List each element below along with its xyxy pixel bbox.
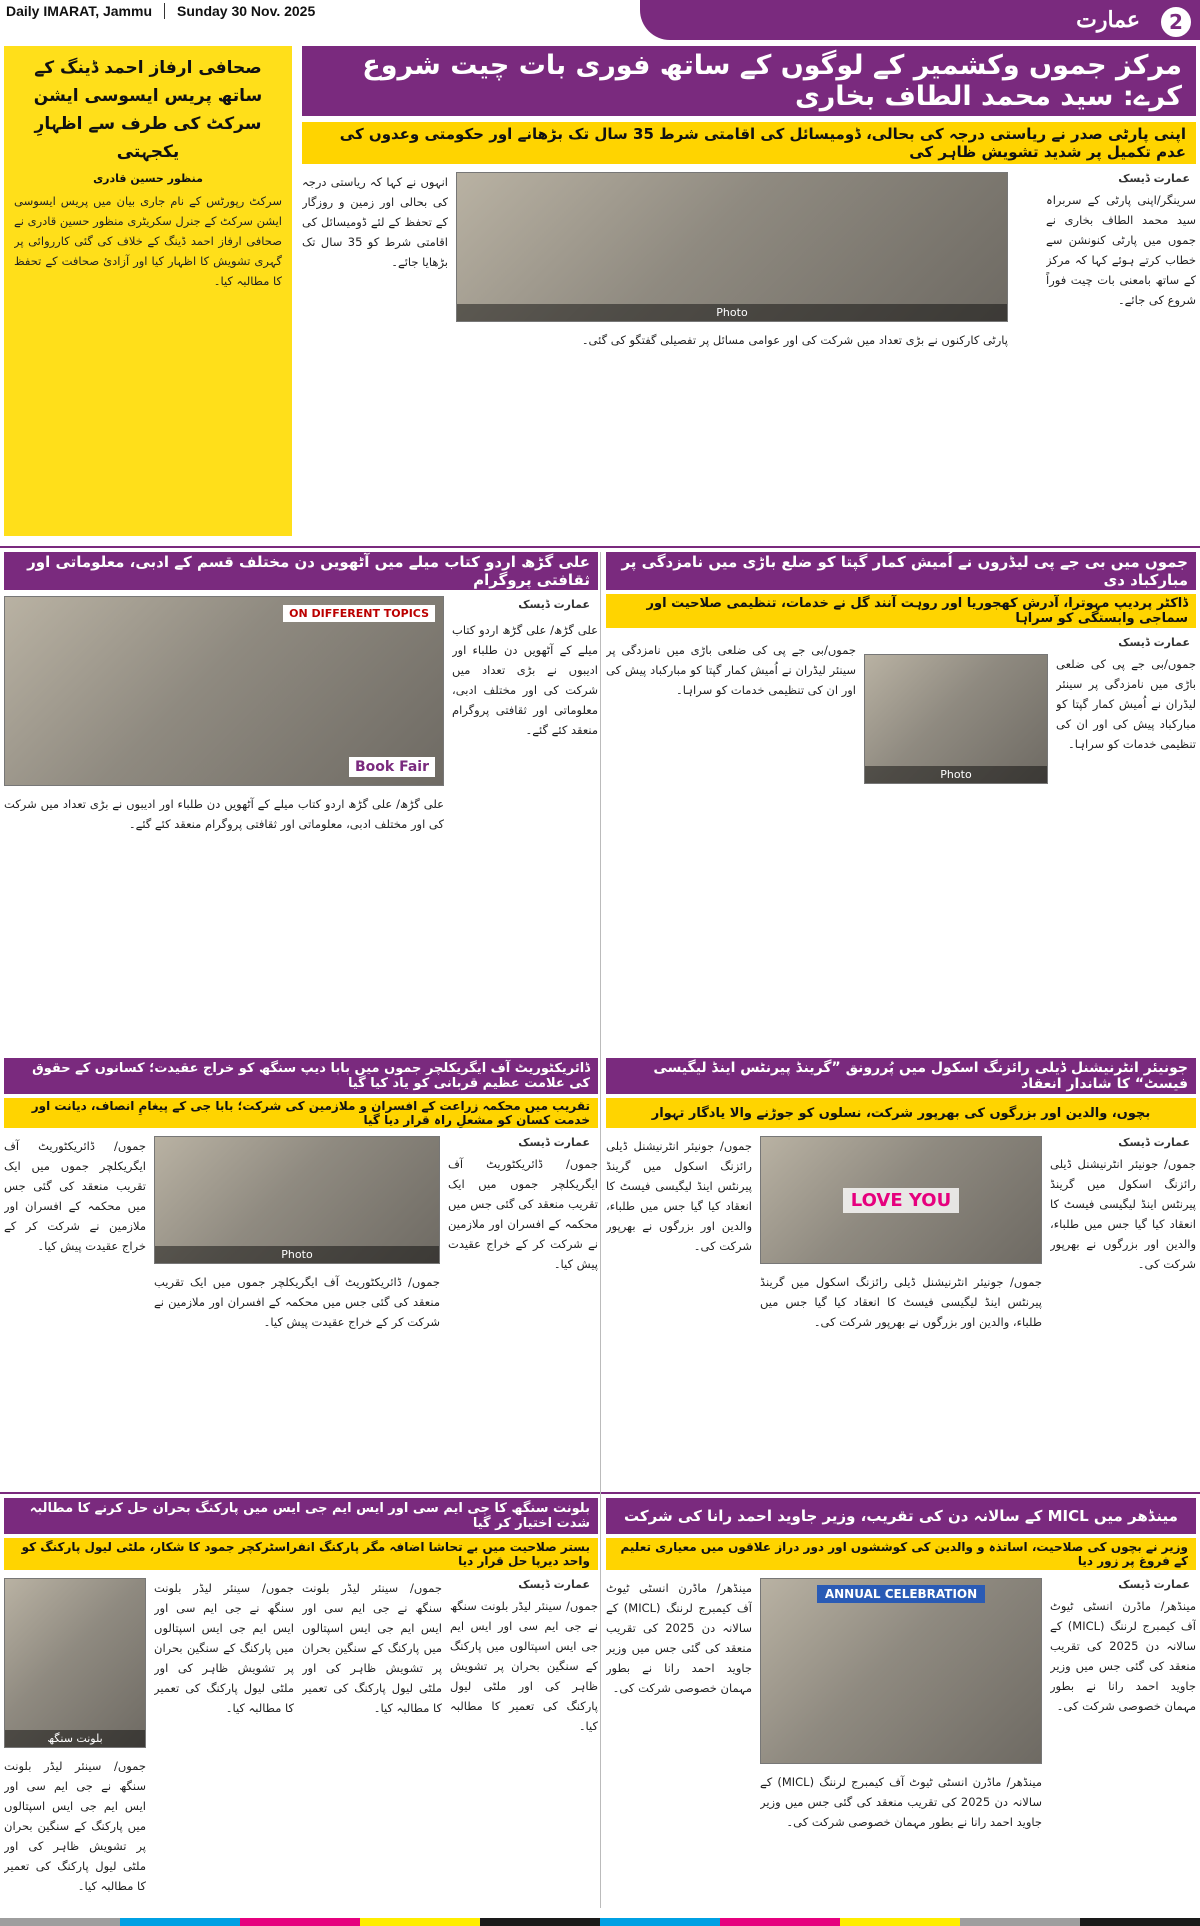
micl-subheadline: وزیر نے بچوں کی صلاحیت، اساتذہ و والدین کی کوششوں اور دور دراز علاقوں میں معیاری تعلیم کے فروغ پر زور دیا: [606, 1538, 1196, 1570]
paper-logo: عمارت: [1076, 7, 1140, 33]
bjp-body-col-2: جموں/بی جے پی کی ضلعی باڑی میں نامزدگی پر سینئر لیڈران نے اُمیش کمار گپتا کو مبارکباد پیش کی اور ان کی تنظیمی خدمات کو سراہا۔: [606, 643, 856, 697]
print-color-strip: [0, 1918, 1200, 1926]
color-strip-swatch: [1080, 1918, 1200, 1926]
color-strip-swatch: [0, 1918, 120, 1926]
agri-subheadline: تقریب میں محکمہ زراعت کے افسران و ملازمین کی شرکت؛ بابا جی کے پیغامِ انصاف، دیانت اور خدمت کسان کو مشعلِ راہ قرار دیا گیا: [4, 1098, 598, 1128]
bjp-subheadline: ڈاکٹر پردیپ مہوترا، آدرش کھجوریا اور روہت آنند گل نے خدمات، تنظیمی صلاحیت اور سماجی وابستگی کو سراہا: [606, 594, 1196, 628]
school-body-col-3: جموں/ جونیئر انٹرنیشنل ڈیلی رائزنگ اسکول میں گرینڈ پیرنٹس اینڈ لیگیسی فیسٹ کا انعقاد کیا گیا جس میں طلباء، والدین اور بزرگوں نے بھرپور شرکت کی۔: [760, 1275, 1042, 1329]
section-divider-1: [0, 546, 1200, 548]
parking-photo-caption: بلونت سنگھ: [5, 1730, 145, 1747]
bjp-photo: [864, 654, 1048, 784]
color-strip-swatch: [480, 1918, 600, 1926]
parking-byline: عمارت ڈیسک: [518, 1578, 590, 1591]
color-strip-swatch: [360, 1918, 480, 1926]
color-strip-swatch: [600, 1918, 720, 1926]
masthead-left: [0, 0, 460, 22]
bookfair-body-col-2: علی گڑھ/ علی گڑھ اردو کتاب میلے کے آٹھویں دن طلباء اور ادیبوں نے بڑی تعداد میں شرکت کی اور مختلف ادبی، معلوماتی اور ثقافتی پروگرام منعقد کئے گئے۔: [4, 797, 444, 831]
color-strip-swatch: [120, 1918, 240, 1926]
school-byline: عمارت ڈیسک: [1118, 1136, 1190, 1149]
bookfair-byline: عمارت ڈیسک: [518, 598, 590, 611]
school-photo-sign: LOVE YOU: [843, 1188, 959, 1213]
bookfair-photo-sign: ON DIFFERENT TOPICS: [283, 605, 435, 622]
color-strip-swatch: [960, 1918, 1080, 1926]
agri-body-col-1: جموں/ ڈائریکٹوریٹ آف ایگریکلچر جموں میں ایک تقریب منعقد کی گئی جس میں محکمہ کے افسران اور ملازمین نے شرکت کر کے خراج عقیدت پیش کیا۔: [448, 1157, 598, 1271]
paper-name: Daily IMARAT, Jammu: [6, 3, 152, 19]
column-divider: [600, 552, 601, 1908]
agri-headline: ڈائریکٹوریٹ آف ایگریکلچر جموں میں بابا دیپ سنگھ کو خراج عقیدت؛ کسانوں کے حقوق کی علامت عظیم قربانی کو یاد کیا گیا: [4, 1058, 598, 1094]
bjp-body-col-1: جموں/بی جے پی کی ضلعی باڑی میں نامزدگی پر سینئر لیڈران نے اُمیش کمار گپتا کو مبارکباد پیش کی اور ان کی تنظیمی خدمات کو سراہا۔: [1056, 657, 1196, 751]
school-body-col-1: جموں/ جونیئر انٹرنیشنل ڈیلی رائزنگ اسکول میں گرینڈ پیرنٹس اینڈ لیگیسی فیسٹ کا انعقاد کیا گیا جس میں طلباء، والدین اور بزرگوں نے بھرپور شرکت کی۔: [1050, 1157, 1196, 1271]
micl-body-col-2: مینڈھر/ ماڈرن انسٹی ٹیوٹ آف کیمبرج لرننگ (MICL) کے سالانہ دن 2025 کی تقریب منعقد کی گئی جس میں وزیر جاوید احمد رانا نے بطور مہمان خصوصی شرکت کی۔: [606, 1581, 752, 1695]
micl-headline: مینڈھر میں MICL کے سالانہ دن کی تقریب، وزیر جاوید احمد رانا کی شرکت: [606, 1498, 1196, 1534]
micl-body-col-3: مینڈھر/ ماڈرن انسٹی ٹیوٹ آف کیمبرج لرننگ (MICL) کے سالانہ دن 2025 کی تقریب منعقد کی گئی جس میں وزیر جاوید احمد رانا نے بطور مہمان خصوصی شرکت کی۔: [760, 1775, 1042, 1829]
agri-photo-caption: Photo: [155, 1246, 439, 1263]
school-subheadline: بچوں، والدین اور بزرگوں کی بھرپور شرکت، نسلوں کو جوڑنے والا یادگار تہوار: [606, 1098, 1196, 1128]
school-headline: جونیئر انٹرنیشنل ڈیلی رائزنگ اسکول میں پُررونق ”گرینڈ پیرنٹس اینڈ لیگیسی فیسٹ“ کا شاندار انعقاد: [606, 1058, 1196, 1094]
lead-body-col-1: سرینگر/اپنی پارٹی کے سربراہ سید محمد الطاف بخاری نے جموں میں پارٹی کنونشن سے خطاب کرتے ہوئے کہا کہ مرکز کے ساتھ بامعنی بات چیت فوراً شروع کی جائے۔: [1046, 193, 1196, 307]
micl-photo: [760, 1578, 1042, 1764]
school-body-col-2: جموں/ جونیئر انٹرنیشنل ڈیلی رائزنگ اسکول میں گرینڈ پیرنٹس اینڈ لیگیسی فیسٹ کا انعقاد کیا گیا جس میں طلباء، والدین اور بزرگوں نے بھرپور شرکت کی۔: [606, 1139, 752, 1253]
press-statement-body: سرکٹ رپورٹس کے نام جاری بیان میں پریس ایسوسی ایشن سرکٹ کے جنرل سکریٹری منظور حسین قادری نے صحافی ارفاز احمد ڈینگ کے خلاف کی گئی کارروائی پر گہری تشویش کا اظہار کیا اور آزادیٔ صحافت کے تحفظ کا مطالبہ کیا۔: [14, 194, 282, 288]
bjp-headline: جموں میں بی جے پی لیڈروں نے اُمیش کمار گپتا کو ضلع باڑی میں نامزدگی پر مبارکباد دی: [606, 552, 1196, 590]
press-statement-author: منظور حسین قادری: [93, 172, 203, 185]
press-statement-box: [4, 46, 292, 536]
parking-subheadline: بستر صلاحیت میں بے تحاشا اضافہ مگر پارکنگ انفراسٹرکچر جمود کا شکار، ملٹی لیول پارکنگ کو واحد دیرپا حل قرار دیا: [4, 1538, 598, 1570]
parking-body-col-2: جموں/ سینئر لیڈر بلونت سنگھ نے جی ایم سی اور ایس ایم جی ایس اسپتالوں میں پارکنگ کے سنگین بحران پر تشویش ظاہر کی اور ملٹی لیول پارکنگ کی تعمیر کا مطالبہ کیا۔: [302, 1581, 442, 1715]
masthead-separator: [164, 3, 165, 19]
lead-body-col-3: پارٹی کارکنوں نے بڑی تعداد میں شرکت کی اور عوامی مسائل پر تفصیلی گفتگو کی گئی۔: [581, 333, 1008, 347]
color-strip-swatch: [240, 1918, 360, 1926]
bjp-byline: عمارت ڈیسک: [1118, 636, 1190, 649]
bookfair-photo: [4, 596, 444, 786]
color-strip-swatch: [720, 1918, 840, 1926]
micl-body-col-1: مینڈھر/ ماڈرن انسٹی ٹیوٹ آف کیمبرج لرننگ (MICL) کے سالانہ دن 2025 کی تقریب منعقد کی گئی جس میں وزیر جاوید احمد رانا نے بطور مہمان خصوصی شرکت کی۔: [1050, 1599, 1196, 1713]
agri-byline: عمارت ڈیسک: [518, 1136, 590, 1149]
lead-body-col-2: انہوں نے کہا کہ ریاستی درجہ کی بحالی اور زمین و روزگار کے تحفظ کے لئے ڈومیسائل کی اقامتی شرط کو 35 سال تک بڑھایا جائے۔: [302, 175, 448, 269]
agri-photo: [154, 1136, 440, 1264]
bookfair-photo-sign2: Book Fair: [349, 757, 435, 777]
lead-photo-caption: Photo: [457, 304, 1007, 321]
lead-byline: عمارت ڈیسک: [1118, 172, 1190, 185]
press-statement-headline: صحافی ارفاز احمد ڈینگ کے ساتھ پریس ایسوسی ایشن سرکٹ کی طرف سے اظہارِ یکجہتی: [33, 58, 263, 162]
micl-byline: عمارت ڈیسک: [1118, 1578, 1190, 1591]
issue-date: Sunday 30 Nov. 2025: [177, 3, 316, 19]
agri-body-col-3: جموں/ ڈائریکٹوریٹ آف ایگریکلچر جموں میں ایک تقریب منعقد کی گئی جس میں محکمہ کے افسران اور ملازمین نے شرکت کر کے خراج عقیدت پیش کیا۔: [154, 1275, 440, 1329]
lead-subheadline: اپنی پارٹی صدر نے ریاستی درجہ کی بحالی، ڈومیسائل کی اقامتی شرط 35 سال تک بڑھانے اور حکومتی وعدوں کی عدم تکمیل پر شدید تشویش ظاہر کی: [302, 122, 1196, 164]
masthead-banner: [640, 0, 1200, 40]
micl-photo-sign: ANNUAL CELEBRATION: [817, 1585, 985, 1603]
agri-body-col-2: جموں/ ڈائریکٹوریٹ آف ایگریکلچر جموں میں ایک تقریب منعقد کی گئی جس میں محکمہ کے افسران اور ملازمین نے شرکت کر کے خراج عقیدت پیش کیا۔: [4, 1139, 146, 1253]
bookfair-headline: علی گڑھ اردو کتاب میلے میں آٹھویں دن مختلف قسم کے ادبی، معلوماتی اور ثقافتی پروگرام: [4, 552, 598, 590]
lead-photo: [456, 172, 1008, 322]
page-number: 2: [1158, 4, 1194, 40]
parking-photo: [4, 1578, 146, 1748]
lead-headline: مرکز جموں وکشمیر کے لوگوں کے ساتھ فوری بات چیت شروع کرے: سید محمد الطاف بخاری: [302, 46, 1196, 116]
bjp-photo-caption: Photo: [865, 766, 1047, 783]
parking-body-col-3: جموں/ سینئر لیڈر بلونت سنگھ نے جی ایم سی اور ایس ایم جی ایس اسپتالوں میں پارکنگ کے سنگین بحران پر تشویش ظاہر کی اور ملٹی لیول پارکنگ کی تعمیر کا مطالبہ کیا۔: [450, 1599, 598, 1733]
parking-headline: بلونت سنگھ کا جی ایم سی اور ایس ایم جی ایس میں پارکنگ بحران حل کرنے کا مطالبہ شدت اختیار کر گیا: [4, 1498, 598, 1534]
parking-body-col-4: جموں/ سینئر لیڈر بلونت سنگھ نے جی ایم سی اور ایس ایم جی ایس اسپتالوں میں پارکنگ کے سنگین بحران پر تشویش ظاہر کی اور ملٹی لیول پارکنگ کی تعمیر کا مطالبہ کیا۔: [4, 1759, 146, 1893]
bookfair-body-col-1: علی گڑھ/ علی گڑھ اردو کتاب میلے کے آٹھویں دن طلباء اور ادیبوں نے بڑی تعداد میں شرکت کی اور مختلف ادبی، معلوماتی اور ثقافتی پروگرام منعقد کئے گئے۔: [452, 623, 598, 737]
color-strip-swatch: [840, 1918, 960, 1926]
parking-body-col-1: جموں/ سینئر لیڈر بلونت سنگھ نے جی ایم سی اور ایس ایم جی ایس اسپتالوں میں پارکنگ کے سنگین بحران پر تشویش ظاہر کی اور ملٹی لیول پارکنگ کی تعمیر کا مطالبہ کیا۔: [154, 1581, 294, 1715]
school-photo: [760, 1136, 1042, 1264]
